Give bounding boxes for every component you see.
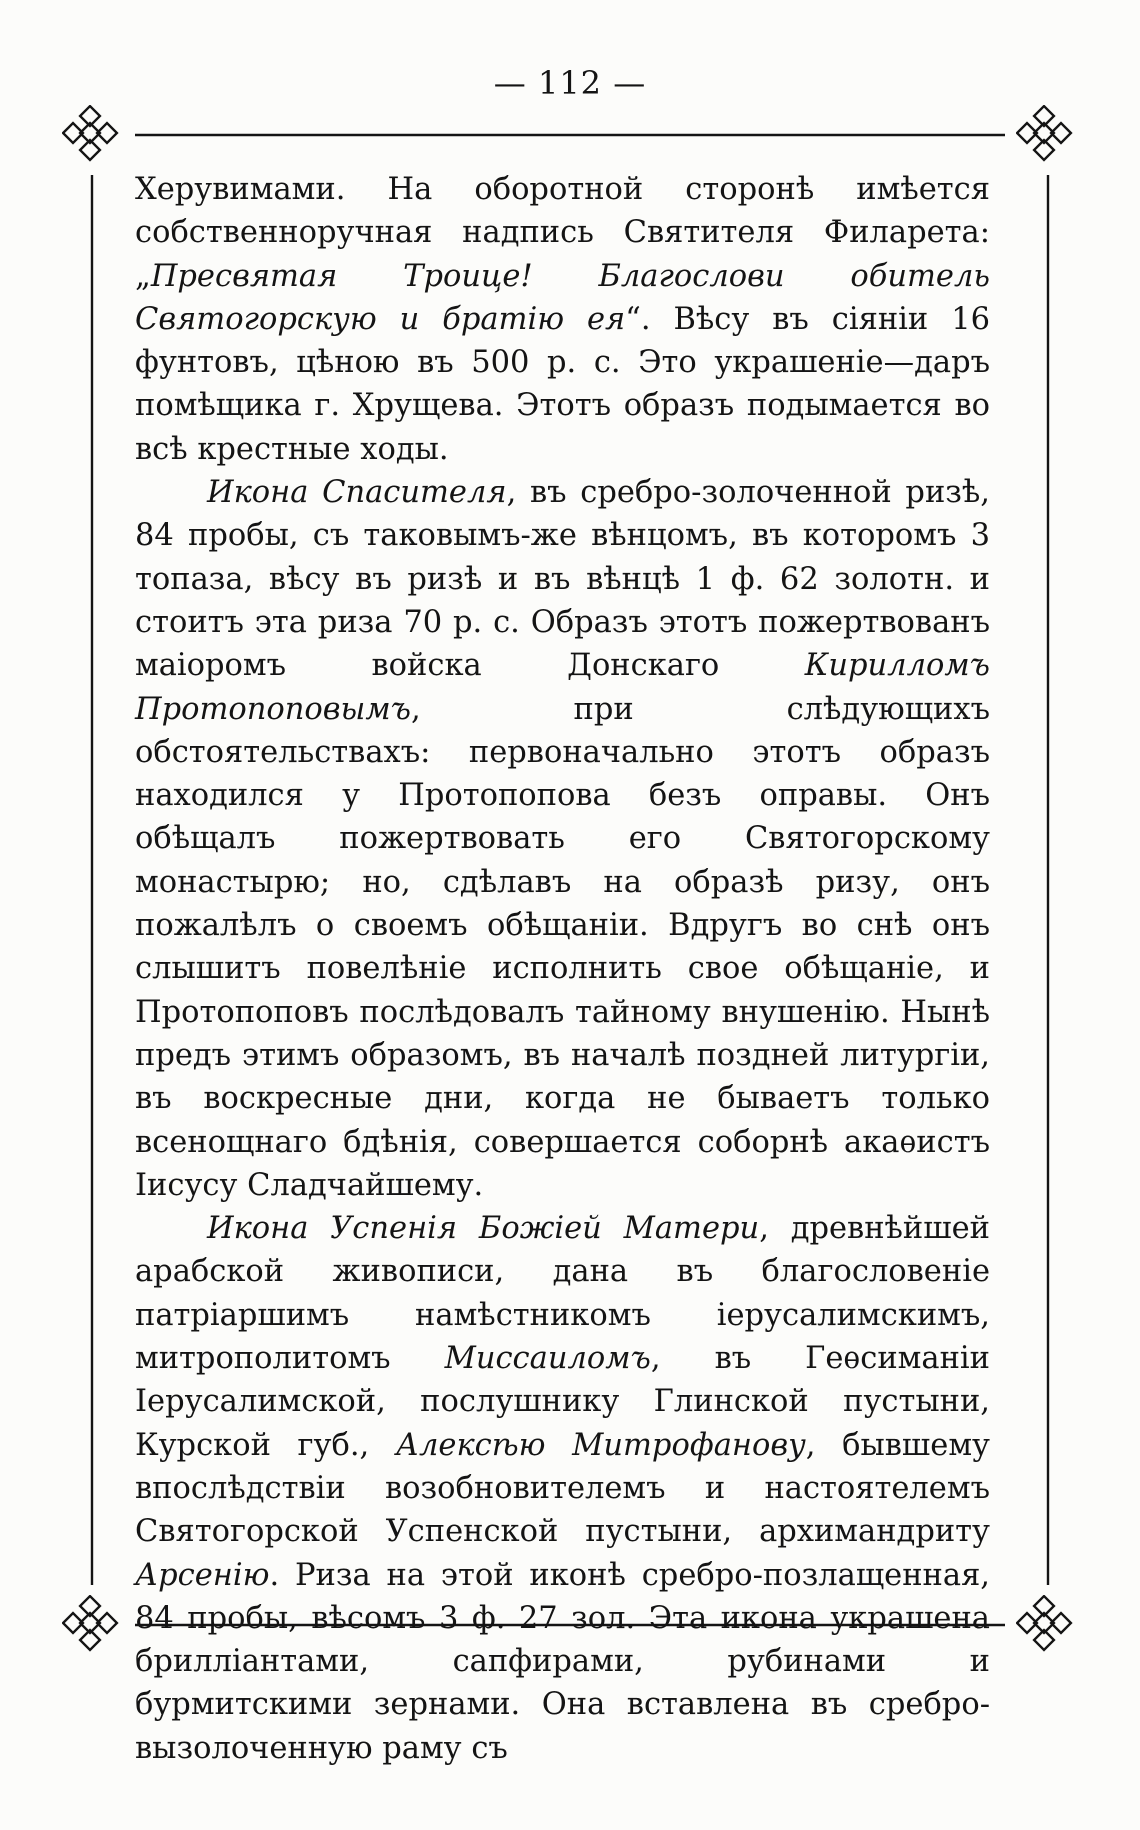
knot-ornament-icon [1016,1595,1078,1657]
page-number: — 112 — [493,64,647,102]
text-run: “. Вѣсу въ сіяніи 16 фунтовъ, цѣною въ 500 р. с. Это украшеніе—даръ помѣщика г. Хрущева. Этотъ образъ подымается во всѣ крестные ходы. [135,301,991,467]
paragraph [135,471,990,1207]
body-text [135,168,990,1770]
text-run: , древнѣйшей арабской живописи, дана въ благословеніе патріаршимъ намѣстникомъ іерусалимскимъ, митрополитомъ [135,1211,990,1377]
text-run: , въ Геѳсиманіи Іерусалимской, послушнику Глинской пустыни, Курской губ., [135,1341,990,1463]
text-run: , при слѣдующихъ обстоятельствахъ: первоначально этотъ образъ находился у Протопопова безъ оправы. Онъ обѣщалъ пожертвовать его Святогорскому монастырю; но, сдѣлавъ на образѣ ризу, онъ пожалѣлъ о своемъ обѣщаніи. Вдругъ во снѣ онъ слышитъ повелѣніе исполнить свое обѣщаніе, и Протопоповъ послѣдовалъ тайному внушенію. Нынѣ предъ этимъ образомъ, въ началѣ поздней литургіи, въ воскресные дни, когда не бываетъ только всенощнаго бдѣнія, совершается соборнѣ акаѳистъ Іисусу Сладчайшему. [135,691,990,1203]
knot-ornament-icon [62,105,124,167]
text-run: . Риза на этой иконѣ сребро-позлащенная, 84 пробы, вѣсомъ 3 ф. 27 зол. Эта икона украшена брилліантами, сапфирами, рубинами и бурмитскими зернами. Она вставлена въ сребро-вызолоченную раму съ [135,1557,990,1766]
icon-title-run: Икона Спасителя [207,475,507,511]
text-run: Херувимами. На оборотной сторонѣ имѣется собственноручная надпись Святителя Филарета: „ [135,172,990,294]
person-name-run: Арсенію [135,1557,270,1593]
person-name-run: Миссаиломъ [444,1341,651,1377]
icon-title-run: Икона Успенія Божіей Матери [207,1211,760,1247]
text-run: , бывшему впослѣдствіи возобновителемъ и настоятелемъ Святогорской Успенской пустыни, архимандриту [135,1427,990,1550]
person-name-run: Алексѣю Митрофанову [395,1427,806,1463]
quote-run: Пресвятая Троице! Благослови обитель Святогорскую и братію ея [135,258,990,337]
knot-ornament-icon [1016,105,1078,167]
paragraph [135,1207,990,1770]
text-run: , въ сребро-золоченной ризѣ, 84 пробы, съ таковымъ-же вѣнцомъ, въ которомъ 3 топаза, вѣсу въ ризѣ и въ вѣнцѣ 1 ф. 62 золотн. и стоитъ эта риза 70 р. с. Образъ этотъ пожертвованъ маіоромъ войска Донскаго [135,475,990,684]
knot-ornament-icon [62,1595,124,1657]
person-name-run: Кирилломъ Протопоповымъ [135,648,990,727]
paragraph [135,168,990,471]
